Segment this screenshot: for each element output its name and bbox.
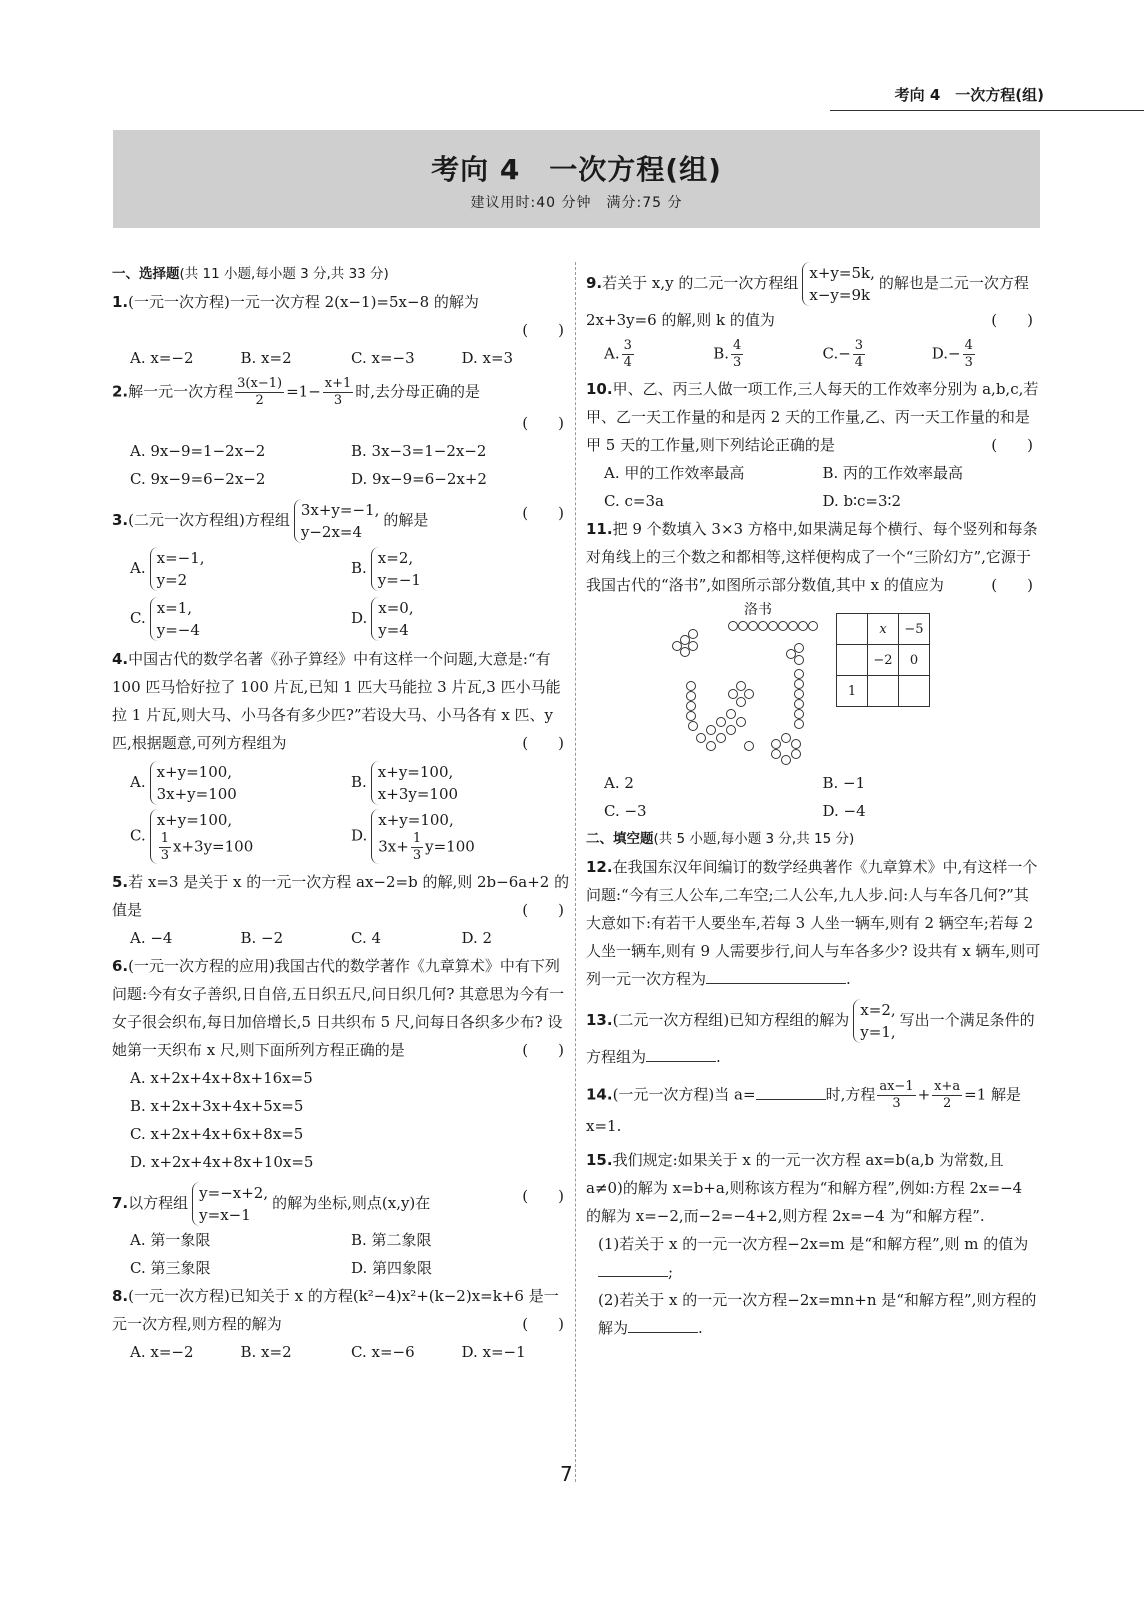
grid-cell: 0 xyxy=(899,645,930,676)
section-choice-title: 一、选择题(共 11 小题,每小题 3 分,共 33 分) xyxy=(112,266,389,282)
option[interactable]: D. 第四象限 xyxy=(351,1259,433,1277)
option[interactable]: A. x+2x+4x+8x+16x=5 xyxy=(130,1069,313,1087)
question-4: 4.中国古代的数学名著《孙子算经》中有这样一个问题,大意是:“有 100 匹马恰好拉了 100 片瓦,已知 1 匹大马能拉 3 片瓦,3 匹小马能拉 1 片瓦,则大马、小马各有多少匹?”若设大马、小马各有 x 匹、y 匹,根据题意,可列方程组为 ( ) xyxy=(112,650,564,752)
option[interactable]: A. x=−2 xyxy=(130,1343,194,1361)
luoshu-dot xyxy=(696,733,706,743)
right-column xyxy=(586,262,1041,1342)
luoshu-dot xyxy=(688,629,698,639)
luoshu-dot xyxy=(794,709,804,719)
option[interactable]: B. $\frac{4}{3}$ xyxy=(713,338,742,370)
luoshu-dot xyxy=(728,621,738,631)
option[interactable]: D.x+y=100, 3x+ $\frac{1}{3}$ y=100 xyxy=(351,811,475,863)
grid-cell: −5 xyxy=(899,614,930,645)
option[interactable]: B. 第二象限 xyxy=(351,1231,432,1249)
option[interactable]: B. x=2 xyxy=(240,349,292,367)
option[interactable]: D.x=0, y=4 xyxy=(351,599,414,639)
luoshu-dot xyxy=(794,689,804,699)
option[interactable]: A. 甲的工作效率最高 xyxy=(604,464,745,482)
q2-options xyxy=(112,437,572,493)
luoshu-dot xyxy=(794,719,804,729)
luoshu-dot xyxy=(738,621,748,631)
option[interactable]: D. x+2x+4x+8x+10x=5 xyxy=(130,1153,314,1171)
q10-options xyxy=(586,459,1041,515)
luoshu-dot xyxy=(672,641,682,651)
luoshu-dot xyxy=(716,717,726,727)
question-13: 13.(二元一次方程组)已知方程组的解为x=2, y=1,写出一个满足条件的方程组为 . xyxy=(586,1001,1035,1066)
luoshu-dot xyxy=(726,725,736,735)
q15-part2: (2)若关于 x 的一元一次方程−2x=mn+n 是“和解方程”,则方程的解为 . xyxy=(598,1291,1037,1337)
luoshu-dot xyxy=(771,739,781,749)
grid-cell: x xyxy=(868,614,899,645)
option[interactable]: D. b∶c=3∶2 xyxy=(822,492,901,510)
answer-blank[interactable] xyxy=(756,1099,826,1100)
luoshu-dot xyxy=(791,749,801,759)
luoshu-dot xyxy=(688,721,698,731)
option[interactable]: B. −1 xyxy=(822,774,866,792)
option[interactable]: D. −4 xyxy=(822,802,866,820)
option[interactable]: C. 9x−9=6−2x−2 xyxy=(130,470,266,488)
luoshu-dot xyxy=(686,711,696,721)
luoshu-title: 洛书 xyxy=(744,602,772,618)
option[interactable]: C. x=−6 xyxy=(351,1343,415,1361)
option[interactable]: A. 2 xyxy=(604,774,634,792)
running-header: 考向 4 一次方程(组) xyxy=(894,86,1044,104)
question-14: 14.(一元一次方程)当 a= 时,方程 $\frac{ax-1}{3}$ + $\frac{x+a}{2}$ =1 解是 x=1. xyxy=(586,1079,1022,1135)
luoshu-dot xyxy=(788,621,798,631)
q9-options xyxy=(586,338,1041,371)
option[interactable]: C. 4 xyxy=(351,929,382,947)
option[interactable]: D.− $\frac{4}{3}$ xyxy=(931,338,973,370)
option[interactable]: D. x=3 xyxy=(461,349,514,367)
q5-options xyxy=(112,924,572,952)
question-6: 6.(一元一次方程的应用)我国古代的数学著作《九章算术》中有下列问题:今有女子善织,日自倍,五日织五尺,问日织几何? 其意思为今有一女子很会织布,每日加倍增长,5 日共织布 5 尺,问每日各织多少布? 设她第一天织布 x 尺,则下面所列方程正确的是 ( ) xyxy=(112,957,565,1059)
luoshu-dot xyxy=(794,679,804,689)
question-11: 11.把 9 个数填入 3×3 方格中,如果满足每个横行、每个竖列和每条对角线上的三个数之和都相等,这样便构成了一个“三阶幻方”,它源于我国古代的“洛书”,如图所示部分数值,其中 x 的值应为 ( ) xyxy=(586,520,1038,594)
option[interactable]: A. 第一象限 xyxy=(130,1231,211,1249)
question-1: 1.(一元一次方程)一元一次方程 2(x−1)=5x−8 的解为 ( ) xyxy=(112,293,564,339)
answer-blank[interactable] xyxy=(706,983,846,984)
question-5: 5.若 x=3 是关于 x 的一元一次方程 ax−2=b 的解,则 2b−6a+2 的值是 ( ) xyxy=(112,873,570,919)
q15-part1: (1)若关于 x 的一元一次方程−2x=m 是“和解方程”,则 m 的值为; xyxy=(598,1235,1029,1281)
luoshu-dot xyxy=(686,701,696,711)
left-column xyxy=(112,262,572,1366)
question-8: 8.(一元一次方程)已知关于 x 的方程(k²−4)x²+(k−2)x=k+6 是一元一次方程,则方程的解为 ( ) xyxy=(112,1287,564,1333)
option[interactable]: D. x=−1 xyxy=(461,1343,526,1361)
luoshu-dot xyxy=(748,621,758,631)
option[interactable]: A. 9x−9=1−2x−2 xyxy=(130,442,266,460)
option[interactable]: C.− $\frac{3}{4}$ xyxy=(822,338,864,370)
option[interactable]: A. x=−2 xyxy=(130,349,194,367)
section-fill-title: 二、填空题(共 5 小题,每小题 3 分,共 15 分) xyxy=(586,831,855,847)
q7-options xyxy=(112,1226,572,1282)
column-divider xyxy=(575,262,576,1482)
option[interactable]: A.x=−1, y=2 xyxy=(130,549,205,589)
luoshu-dot xyxy=(736,697,746,707)
luoshu-dot xyxy=(798,621,808,631)
question-12: 12.在我国东汉年间编订的数学经典著作《九章算术》中,有这样一个问题:“今有三人公车,二车空;二人公车,九人步.问:人与车各几何?”其大意如下:有若干人要坐车,若每 3 人坐一辆车,则有 2 辆空车;若每 2 人坐一辆车,则有 9 人需要步行,问人与车各多少? 设共有 x 辆车,则可列一元一次方程为 . xyxy=(586,858,1041,988)
question-2: 2.解一元一次方程 $\frac{3(x-1)}{2}$ =1− $\frac{x+1}{3}$ 时,去分母正确的是 ( ) xyxy=(112,376,564,432)
banner-title: 考向 4 一次方程(组) xyxy=(431,153,722,186)
q8-options xyxy=(112,1338,572,1366)
grid-cell: −2 xyxy=(868,645,899,676)
grid-cell xyxy=(837,614,868,645)
question-3: 3.(二元一次方程组)方程组3x+y=−1, y−2x=4的解是 ( ) xyxy=(112,501,564,541)
question-15: 15.我们规定:如果关于 x 的一元一次方程 ax=b(a,b 为常数,且 a≠0)的解为 x=b+a,则称该方程为“和解方程”,例如:方程 2x=−4 的解为 x=−2,而−2=−4+2,则方程 2x=−4 为“和解方程”. xyxy=(586,1151,1023,1225)
option[interactable]: B.x+y=100, x+3y=100 xyxy=(351,763,459,803)
option[interactable]: C. −3 xyxy=(604,802,647,820)
grid-cell xyxy=(899,676,930,707)
option[interactable]: B.x=2, y=−1 xyxy=(351,549,421,589)
luoshu-dot xyxy=(781,755,791,765)
answer-blank[interactable] xyxy=(646,1061,716,1062)
option[interactable]: B. 丙的工作效率最高 xyxy=(822,464,964,482)
grid-cell xyxy=(868,676,899,707)
luoshu-dot xyxy=(686,681,696,691)
q1-options xyxy=(112,344,572,372)
luoshu-dot xyxy=(781,733,791,743)
option[interactable]: B. −2 xyxy=(240,929,284,947)
page-number: 7 xyxy=(560,1462,573,1486)
q11-options xyxy=(586,769,1041,825)
option[interactable]: C. x+2x+4x+6x+8x=5 xyxy=(130,1125,304,1143)
option[interactable]: A. $\frac{3}{4}$ xyxy=(604,338,632,370)
option[interactable]: D. 2 xyxy=(461,929,493,947)
title-banner xyxy=(113,130,1040,228)
option[interactable]: A.x+y=100, 3x+y=100 xyxy=(130,763,237,803)
luoshu-dot xyxy=(758,621,768,631)
magic-square-grid xyxy=(836,613,930,707)
option[interactable]: C. 第三象限 xyxy=(130,1259,211,1277)
question-10: 10.甲、乙、丙三人做一项工作,三人每天的工作效率分别为 a,b,c,若甲、乙一天工作量的和是丙 2 天的工作量,乙、丙一天工作量的和是甲 5 天的工作量,则下列结论正确的是 ( ) xyxy=(586,380,1039,454)
luoshu-dot xyxy=(706,741,716,751)
grid-cell: 1 xyxy=(837,676,868,707)
luoshu-dot xyxy=(794,655,804,665)
luoshu-dot xyxy=(744,741,754,751)
q3-options xyxy=(112,547,572,641)
luoshu-dot xyxy=(716,733,726,743)
option[interactable]: B. x+2x+3x+4x+5x=5 xyxy=(130,1097,304,1115)
luoshu-dot xyxy=(771,749,781,759)
option[interactable]: C.x+y=100, $\frac{1}{3}$ x+3y=100 xyxy=(130,811,254,863)
luoshu-dot xyxy=(706,725,716,735)
q6-options xyxy=(112,1064,572,1176)
option[interactable]: B. x=2 xyxy=(240,1343,292,1361)
luoshu-dot xyxy=(808,621,818,631)
question-9: 9.若关于 x,y 的二元一次方程组x+y=5k, x−y=9k的解也是二元一次方程 2x+3y=6 的解,则 k 的值为 ( ) xyxy=(586,264,1033,329)
luoshu-dot xyxy=(791,739,801,749)
option[interactable]: C. x=−3 xyxy=(351,349,415,367)
luoshu-dot xyxy=(794,669,804,679)
luoshu-dots xyxy=(676,621,816,761)
option[interactable]: B. 3x−3=1−2x−2 xyxy=(351,442,487,460)
luoshu-dot xyxy=(778,621,788,631)
option[interactable]: A. −4 xyxy=(130,929,173,947)
answer-blank[interactable] xyxy=(628,1332,698,1333)
header-rule xyxy=(830,110,1144,111)
option[interactable]: C. c=3a xyxy=(604,492,664,510)
luoshu-dot xyxy=(768,621,778,631)
luoshu-dot xyxy=(794,699,804,709)
luoshu-dot xyxy=(680,647,690,657)
grid-cell xyxy=(837,645,868,676)
q4-options xyxy=(112,761,572,864)
banner-subtitle: 建议用时:40 分钟 满分:75 分 xyxy=(470,195,683,211)
luoshu-dot xyxy=(728,689,738,699)
option[interactable]: D. 9x−9=6−2x+2 xyxy=(351,470,487,488)
luoshu-dot xyxy=(736,717,746,727)
luoshu-dot xyxy=(744,689,754,699)
luoshu-dot xyxy=(726,709,736,719)
question-7: 7.以方程组y=−x+2, y=x−1的解为坐标,则点(x,y)在 ( ) xyxy=(112,1184,564,1224)
luoshu-figure xyxy=(586,599,1041,769)
luoshu-dot xyxy=(686,691,696,701)
luoshu-dot xyxy=(786,649,796,659)
answer-blank[interactable] xyxy=(598,1276,668,1277)
option[interactable]: C.x=1, y=−4 xyxy=(130,599,200,639)
